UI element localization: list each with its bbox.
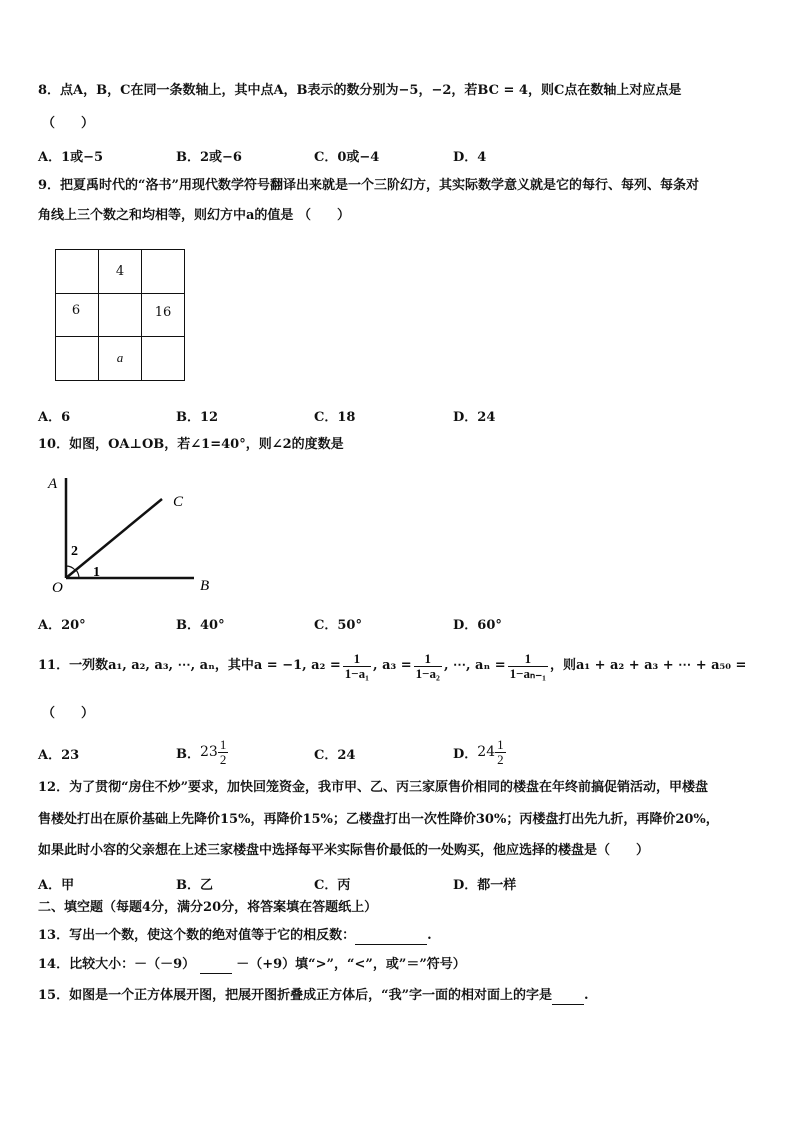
label-a: A [48,476,58,492]
label-b: B [200,578,210,594]
q8-answer-paren: （ ） [42,116,95,131]
q12-stem-line3: 如果此时小容的父亲想在上述三家楼盘中选择每平米实际售价最低的一处购买，他应选择的楼盘是（ ） [38,843,650,858]
section-heading-fill-in: 二、填空题（每题4分，满分20分，将答案填在答题纸上） [38,900,378,915]
q11-option-c: C．24 [314,748,356,763]
q11-prefix: 11．一列数a₁, a₂, a₃, ⋯, aₙ，其中a = −1, a₂ = [38,658,341,673]
q11-fraction-an: $\frac{1}{\text{1−aₙ₋₁}}$ [509,650,546,681]
q9-option-c: C．18 [314,410,356,425]
q8-option-d: D．4 [453,150,487,165]
q15-answer-blank [552,988,584,1005]
q12-option-d: D．都一样 [453,878,517,893]
q10-option-d: D．60° [453,618,502,633]
grid-cell-r3c2: a [116,350,124,365]
q9-stem-line1: 9．把夏禹时代的“洛书”用现代数学符号翻译出来就是一个三阶幻方，其实际数学意义就是它的每行、每列、每条对 [38,178,700,193]
grid-cell-r1c2: 4 [115,264,125,279]
grid-cell-r2c3: 16 [154,305,172,320]
q13-stem: 13．写出一个数，使这个数的绝对值等于它的相反数： . [38,928,432,943]
q8-stem-line1: 8．点A，B，C在同一条数轴上，其中点A，B表示的数分别为−5，−2，若BC = 4，则C点在数轴上对应点是 [38,83,682,98]
q10-option-a: A．20° [38,618,86,633]
q11-option-d: D． 24 $\frac{1}{2}$ [453,736,504,767]
grid-cell-r2c1: 6 [71,303,81,318]
q12-option-c: C．丙 [314,878,351,893]
ray-oc [66,499,162,578]
q11-option-b: B． 23 $\frac{1}{2}$ [176,736,227,767]
q13-answer-blank [355,928,427,945]
q10-option-c: C．50° [314,618,362,633]
q11-mid1: , a₃ = [373,658,412,673]
q11-suffix: ，则a₁ + a₂ + a₃ + ⋯ + a₅₀ = [550,658,747,673]
q8-option-a: A．1或−5 [38,150,104,165]
q8-option-b: B．2或−6 [176,150,242,165]
label-c: C [173,494,184,510]
q9-stem-line2: 角线上三个数之和均相等，则幻方中a的值是 （ ） [38,208,350,223]
q12-option-a: A．甲 [38,878,75,893]
label-angle-1: 1 [93,565,100,580]
q10-stem: 10．如图，OA⊥OB，若∠1=40°，则∠2的度数是 [38,437,344,452]
magic-square-grid [55,249,185,381]
q11-option-a: A．23 [38,748,80,763]
q10-option-b: B．40° [176,618,225,633]
q11-mid2: , ⋯, aₙ = [443,658,506,673]
q15-stem: 15．如图是一个正方体展开图，把展开图折叠成正方体后，“我”字一面的相对面上的字是 . [38,988,589,1003]
q9-option-b: B．12 [176,410,219,425]
angle-diagram [40,470,220,595]
q11-fraction-a2: $\frac{1}{\text{1−a₁}}$ [344,650,370,681]
q11-fraction-a3: $\frac{1}{\text{1−a₂}}$ [415,650,440,681]
label-angle-2: 2 [71,544,78,559]
q12-stem-line1: 12．为了贯彻“房住不炒”要求，加快回笼资金，我市甲、乙、丙三家原售价相同的楼盘在年终前搞促销活动，甲楼盘 [38,780,709,795]
q11-answer-paren: （ ） [42,706,95,721]
q14-answer-blank [200,957,232,974]
q14-stem: 14．比较大小：－（－9） －（+9）填“>”，“<”，或”＝”符号） [38,957,466,972]
label-o: O [52,580,63,595]
q12-stem-line2: 售楼处打出在原价基础上先降价15%，再降价15%；乙楼盘打出一次性降价30%；丙楼盘打出先九折，再降价20%， [38,812,719,827]
q9-option-a: A．6 [38,410,71,425]
q12-option-b: B．乙 [176,878,213,893]
q9-option-d: D．24 [453,410,496,425]
angle-2-arc [66,566,75,570]
q8-option-c: C．0或−4 [314,150,380,165]
q11-stem [38,648,746,684]
